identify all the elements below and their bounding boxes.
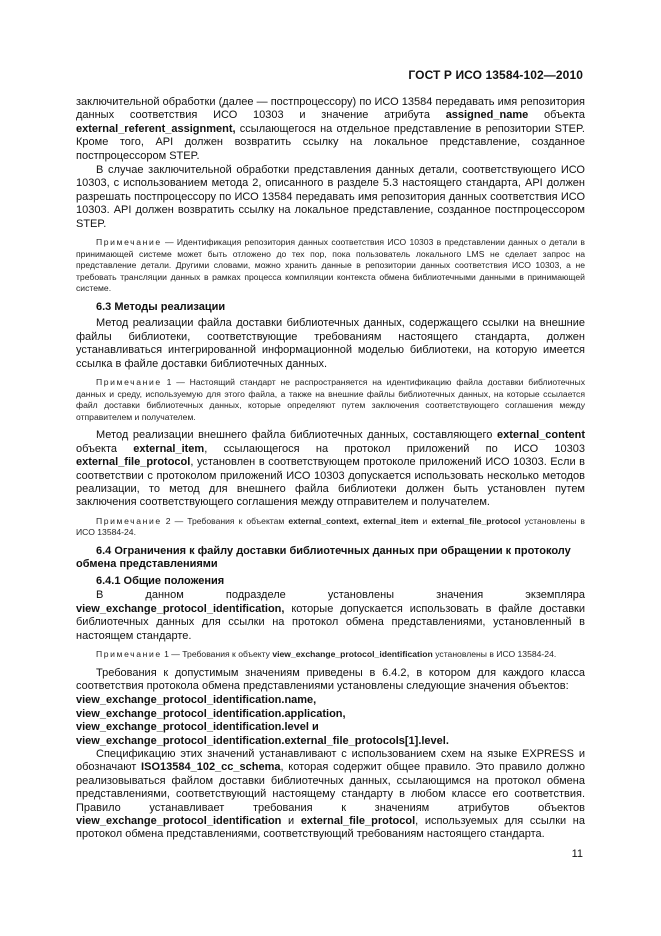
attribute-line: view_exchange_protocol_identification.level и	[76, 721, 319, 734]
standard-header: ГОСТ Р ИСО 13584-102—2010	[408, 68, 583, 82]
section-6-4-heading: 6.4 Ограничения к файлу доставки библиотечных данных при обращении к протоколу обмена представлениями	[76, 545, 571, 571]
section-6-4-1-heading: 6.4.1 Общие положения	[96, 574, 225, 587]
attribute-line: view_exchange_protocol_identification.application,	[76, 707, 346, 720]
paragraph-implementation-methods: Метод реализации файла доставки библиотечных данных, содержащего ссылки на внешние файлы библиотеки, соответствующие требованиям настоящего стандарта, должен устанавливаться интегрированной информационной моделью библиотеки, на которую имеется ссылка в файле доставки библиотечных данных.	[76, 317, 585, 370]
paragraph-requirements: Требования к допустимым значениям приведены в 6.4.2, в котором для каждого класса соответствия протокола обмена представлениями установлены следующие значения объектов:	[76, 666, 585, 692]
paragraph-continuation: заключительной обработки (далее — постпроцессору) по ИСО 13584 передавать имя репозитория данных соответствия ИСО 10303 и значение атрибута assigned_name объекта external_referent_assignment, ссылающегося на отдельное представление в репозитории STEP. Кроме того, API должен возвратить ссылку на локальное представление, созданное постпроцессором STEP.	[76, 96, 585, 162]
note-6-4-1: Примечание 1 — Требования к объекту view_exchange_protocol_identification установлены в ИСО 13584-24.	[96, 648, 557, 659]
paragraph-specification: Спецификацию этих значений устанавливают с использованием схем на языке EXPRESS и обозначают ISO13584_102_cc_schema, которая содержит общее правило. Это правило должно реализовываться файлом доставки библиотечных данных, ссылающимся на протокол обмена представлениями, соответствующий настоящему стандарту в любом классе его соответствия. Правило устанавливает требования к значениям атрибутов объектов view_exchange_protocol_identification и external_file_protocol, используемых для ссылки на протокол обмена представлениями, соответствующий требованиям настоящего стандарта.	[76, 747, 586, 841]
note-repository: Примечание — Идентификация репозитория данных соответствия ИСО 10303 в представлении данных о детали в принимающей системе может быть отложено до тех пор, пока пользователь локального LMS не сделает запрос на представление детали. Другими словами, можно хранить данные в репозитории данных соответствия ИСО 10303, а не требовать трансляции данных в рамках процесса компиляции контекста обмена библиотечными данными в принимающей системе.	[76, 237, 585, 294]
paragraph-external-file: Метод реализации внешнего файла библиотечных данных, составляющего external_content объекта external_item, ссылающегося на протокол приложений по ИСО 10303 external_file_protocol, установлен в соответствующем протоколе приложений ИСО 10303. Если в соответствии с протоколом приложений ИСО 10303 допускается использовать несколько методов реализации, то метод для внешнего файла библиотеки должен быть установлен путем заключения соответствующего соглашения между отправителем и получателем.	[76, 429, 585, 509]
paragraph-general: В данном подразделе установлены значения экземпляра view_exchange_protocol_identification, которые допускается использовать в файле доставки библиотечных данных для ссылки на протокол обмена представлениями, установленный в настоящем стандарте.	[76, 589, 585, 642]
note-6-3-2: Примечание 2 — Требования к объектам external_context, external_item и external_file_protocol установлены в ИСО 13584-24.	[76, 515, 585, 538]
page-number: 11	[571, 848, 583, 860]
section-6-3-heading: 6.3 Методы реализации	[96, 301, 226, 314]
attribute-line: view_exchange_protocol_identification.external_file_protocols[1].level.	[76, 734, 449, 747]
body-text	[76, 96, 585, 843]
attribute-line: view_exchange_protocol_identification.name,	[76, 694, 317, 707]
note-6-3-1: Примечание 1 — Настоящий стандарт не распространяется на идентификацию файла доставки библиотечных данных и среду, используемую для этого файла, а также на внешние файлы библиотечных данных, на которые ссылается файл доставки библиотечных данных, которые определяют путем заключения соответствующего соглашения между отправителем и получателем.	[76, 377, 585, 422]
paragraph-method-2: В случае заключительной обработки представления данных детали, соответствующего ИСО 10303, с использованием метода 2, описанного в разделе 5.3 настоящего стандарта, API должен разрешать постпроцессору по ИСО 13584 передавать имя репозитория данных соответствия ИСО 10303. API должен возвратить ссылку на локальное представление, созданное постпроцессором STEP.	[76, 164, 585, 230]
